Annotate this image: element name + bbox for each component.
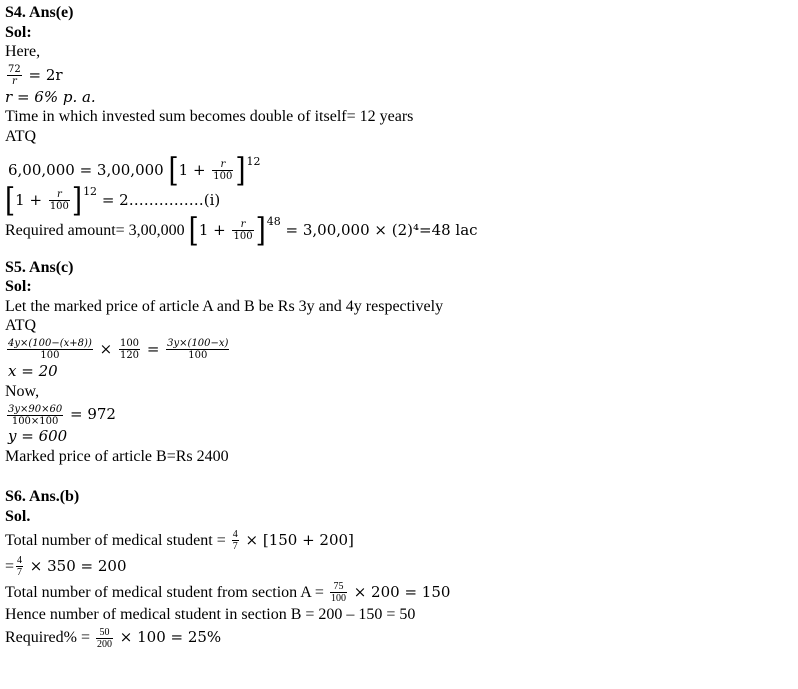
s4-equation-3: 6,00,000 = 3,00,000 [1 + $\frac{r}{100}$ ]$^{12}$ <box>8 151 261 190</box>
s6-section-b: Hence number of medical student in section B = 200 – 150 = 50 <box>5 605 416 623</box>
s4-equation-4: [1 + $\frac{r}{100}$ ]$^{12}$ = 2……………(i) <box>5 181 221 220</box>
fraction: $\frac{75}{100}$ <box>330 581 346 605</box>
s5-now: Now, <box>5 382 40 400</box>
s5-atq: ATQ <box>5 317 37 335</box>
s5-y-result: y = 600 <box>8 427 68 446</box>
fraction: $\frac{4y\times(100-(x+8))}{100}$ <box>8 338 92 362</box>
fraction: $\frac{100}{120}$ <box>119 338 140 362</box>
s5-equation-1: $\frac{4y\times(100-(x+8))}{100}$ × $\frac{100}{120}$ = $\frac{3y\times(100-x)}{100}$ <box>8 338 229 362</box>
s4-equation-2: r = 6% p. a. <box>5 87 96 106</box>
s4-equation-1: $\frac{72}{r}$ = 2r <box>8 64 63 88</box>
s6-section-a: Total number of medical student from section A = $\frac{75}{100}$ × 200 = 150 <box>5 581 451 605</box>
s4-atq: ATQ <box>5 127 37 145</box>
fraction: $\frac{50}{200}$ <box>97 626 112 650</box>
fraction: $\frac{r}{100}$ <box>213 159 233 183</box>
s5-sol-label: Sol: <box>5 278 32 296</box>
s4-sol-label: Sol: <box>5 23 32 41</box>
s6-sol-label: Sol. <box>5 507 31 525</box>
s4-here: Here, <box>5 43 41 61</box>
s4-heading: S4. Ans(e) <box>5 4 74 21</box>
fraction: $\frac{3y\times(100-x)}{100}$ <box>167 338 229 362</box>
s5-heading: S5. Ans(c) <box>5 258 74 276</box>
fraction: $\frac{r}{100}$ <box>49 189 69 213</box>
s4-required-amount: Required amount= 3,00,000 [1 + $\frac{r}{100}$ ]$^{48}$ = 3,00,000 × (2)⁴=48 lac <box>5 211 478 250</box>
s5-conclusion: Marked price of article B=Rs 2400 <box>5 447 229 465</box>
fraction: $\frac{4}{7}$ <box>17 555 23 579</box>
s6-total-students: Total number of medical student = $\frac{4}{7}$ × [150 + 200] <box>5 529 354 553</box>
s6-heading: S6. Ans.(b) <box>5 488 80 506</box>
fraction: $\frac{4}{7}$ <box>232 529 238 553</box>
fraction: $\frac{3y\times 90\times 60}{100\times 100}$ <box>8 403 63 427</box>
solution-document <box>5 3 793 650</box>
s5-equation-2: $\frac{3y\times 90\times 60}{100\times 100}$ = 972 <box>8 403 116 427</box>
fraction: $\frac{r}{100}$ <box>233 219 253 243</box>
s6-total-result: = $\frac{4}{7}$ × 350 = 200 <box>5 555 127 579</box>
s5-intro: Let the marked price of article A and B be Rs 3y and 4y respectively <box>5 297 444 315</box>
fraction: $\frac{72}{r}$ <box>8 64 21 88</box>
s4-time-line: Time in which invested sum becomes double of itself= 12 years <box>5 108 414 126</box>
s5-x-result: x = 20 <box>8 361 58 380</box>
s6-required-percent: Required% = $\frac{50}{200}$ × 100 = 25% <box>5 626 222 650</box>
